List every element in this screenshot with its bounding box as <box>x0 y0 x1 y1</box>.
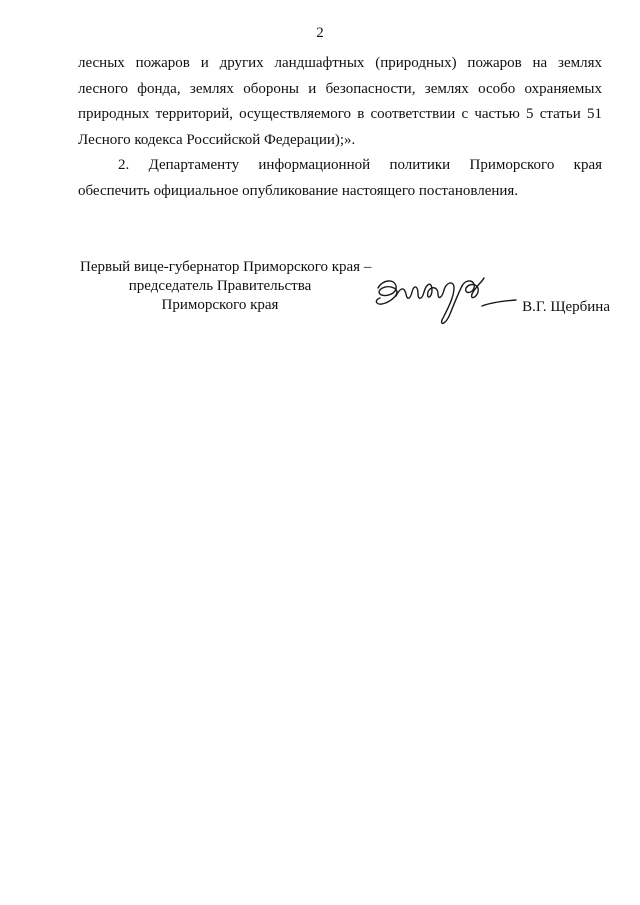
signatory-position-line-2: председатель Правительства <box>128 278 312 294</box>
signatory-name: В.Г. Щербина <box>522 299 610 315</box>
paragraph-2-line-1: 2. Департаменту информационной политики Приморского края <box>118 157 602 173</box>
page-number: 2 <box>316 25 324 41</box>
paragraph-2-line-2: обеспечить официальное опубликование настоящего постановления. <box>78 182 519 199</box>
handwritten-signature <box>372 272 518 332</box>
document-body <box>78 51 602 204</box>
signatory-position-line-1: Первый вице-губернатор Приморского края – <box>80 259 372 275</box>
signatory-position <box>80 258 372 315</box>
paragraph-1-line-1: лесных пожаров и других ландшафтных (природных) пожаров на землях <box>78 55 602 71</box>
paragraph-1-line-2: лесного фонда, землях обороны и безопасности, землях особо охраняемых <box>78 80 602 97</box>
signature-block <box>0 258 640 338</box>
paragraph-1-line-3: природных территорий, осуществляемого в соответствии с частью 5 статьи 51 <box>78 106 602 122</box>
paragraph-1-line-4: Лесного кодекса Российской Федерации);». <box>78 131 356 148</box>
signatory-position-line-3: Приморского края <box>161 297 279 313</box>
